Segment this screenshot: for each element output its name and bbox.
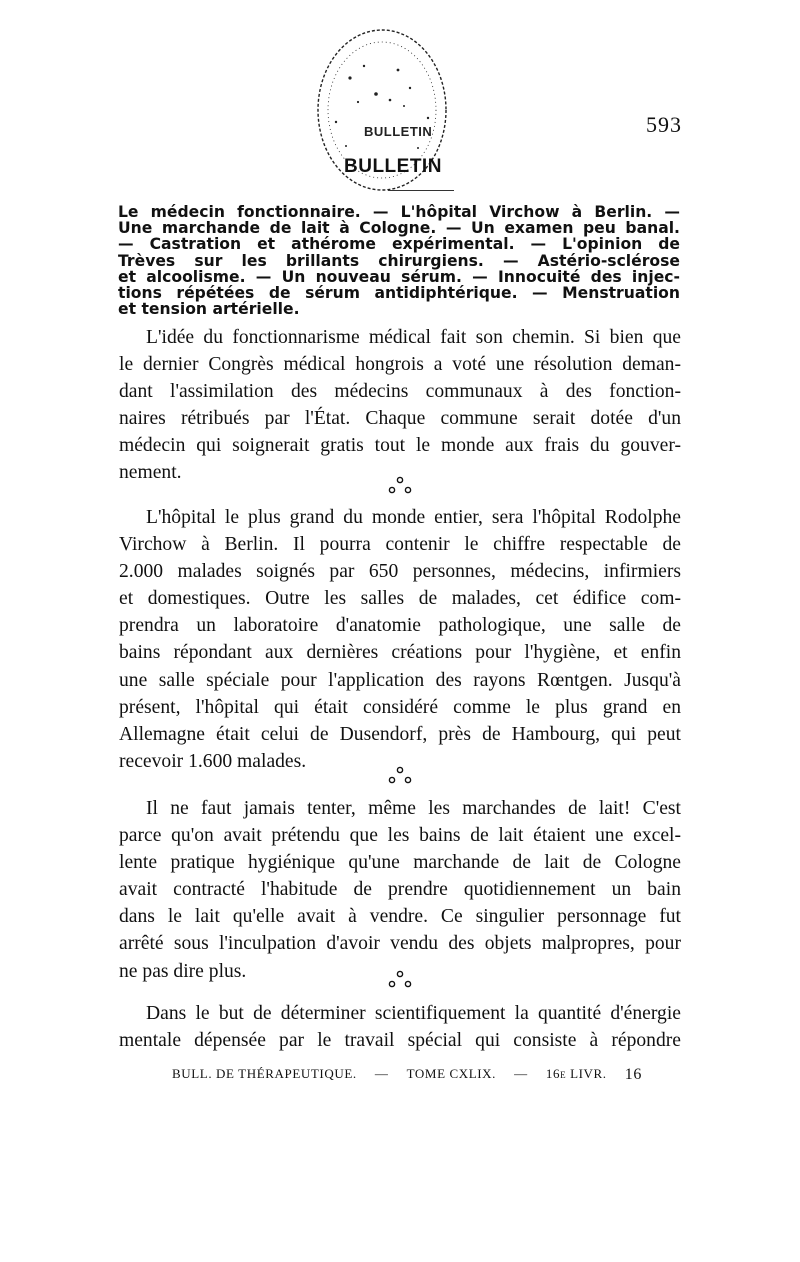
svg-text:BULLETIN: BULLETIN — [364, 124, 433, 139]
text-line: arrêté sous l'inculpation d'avoir vendu des objets malpropres, pour — [119, 933, 681, 955]
footer-journal: BULL. DE THÉRAPEUTIQUE. — [172, 1066, 357, 1081]
summary-line: Trèves sur les brillants chirurgiens. — Astério-sclérose — [118, 251, 680, 270]
library-stamp-icon — [306, 18, 456, 196]
stamp-underline — [388, 190, 454, 191]
text-line: Il ne faut jamais tenter, même les marchandes de lait! C'est — [146, 798, 681, 819]
text-line: nement. — [119, 462, 182, 484]
text-line: parce qu'on avait prétendu que les bains de lait étaient une excel- — [119, 825, 681, 847]
text-line: Dans le but de déterminer scientifiquement la quantité d'énergie — [146, 1003, 681, 1024]
text-line: Allemagne était celui de Dusendorf, près de Hambourg, qui peut — [119, 723, 681, 745]
summary-line: et tension artérielle. — [118, 300, 300, 319]
text-line: dant l'assimilation des médecins communaux à des fonction- — [119, 381, 681, 403]
text-line: ne pas dire plus. — [119, 960, 247, 982]
summary-line: Une marchande de lait à Cologne. — Un examen peu banal. — [118, 219, 680, 238]
text-line: Virchow à Berlin. Il pourra contenir le chiffre respectable de — [119, 534, 681, 556]
page-number: 593 — [646, 112, 682, 137]
text-line: et domestiques. Outre les salles de malades, cet édifice com- — [119, 588, 681, 610]
section-separator-icon — [380, 764, 420, 788]
paragraph-fonctionnarisme — [119, 324, 681, 487]
page-footer — [172, 1066, 642, 1084]
footer-livraison: 16e LIVR. — [545, 1066, 607, 1081]
chapter-summary — [118, 204, 680, 317]
paragraph-marchande-de-lait — [119, 795, 681, 985]
section-separator-icon — [380, 474, 420, 498]
text-line: prendra un laboratoire d'anatomie pathologique, une salle de — [119, 615, 681, 637]
text-line: avait contracté l'habitude de prendre quotidiennement un bain — [119, 879, 681, 901]
text-line: naires rétribués par l'État. Chaque commune serait dotée d'un — [119, 408, 681, 430]
footer-dash: — — [514, 1066, 528, 1081]
text-line: mentale dépensée par le travail spécial qui consiste à répondre — [119, 1030, 681, 1052]
text-line: L'hôpital le plus grand du monde entier, sera l'hôpital Rodolphe — [146, 507, 681, 528]
svg-text:BULLETIN: BULLETIN — [344, 156, 442, 177]
text-line: bains répondant aux dernières créations pour l'hygiène, et enfin — [119, 642, 681, 664]
text-line: dans le lait qu'elle avait à vendre. Ce singulier personnage fut — [119, 906, 681, 928]
text-line: le dernier Congrès médical hongrois a voté une résolution deman- — [119, 354, 681, 376]
text-line: médecin qui soignerait gratis tout le monde aux frais du gouver- — [119, 435, 681, 457]
footer-tome: TOME CXLIX. — [406, 1066, 497, 1081]
footer-signature: 16 — [624, 1066, 642, 1083]
summary-line: — Castration et athérome expérimental. — L'opinion de — [118, 235, 680, 254]
summary-line: tions répétées de sérum antidiphtérique. — Menstruation — [118, 284, 680, 303]
summary-line: et alcoolisme. — Un nouveau sérum. — Innocuité des injec- — [118, 267, 680, 286]
text-line: 2.000 malades soignés par 650 personnes, médecins, infirmiers — [119, 561, 681, 583]
paragraph-hopital-virchow — [119, 504, 681, 775]
text-line: recevoir 1.600 malades. — [119, 750, 307, 772]
text-line: L'idée du fonctionnarisme médical fait son chemin. Si bien que — [146, 327, 681, 348]
summary-line: Le médecin fonctionnaire. — L'hôpital Virchow à Berlin. — — [118, 203, 680, 221]
text-line: présent, l'hôpital qui était considéré comme le plus grand en — [119, 696, 681, 718]
footer-dash: — — [374, 1066, 389, 1081]
text-line: lente pratique hygiénique qu'une marchande de lait de Cologne — [119, 852, 681, 874]
paragraph-energie-mentale — [119, 1000, 681, 1054]
section-separator-icon — [380, 968, 420, 992]
text-line: une salle spéciale pour l'application des rayons Rœntgen. Jusqu'à — [119, 669, 681, 691]
